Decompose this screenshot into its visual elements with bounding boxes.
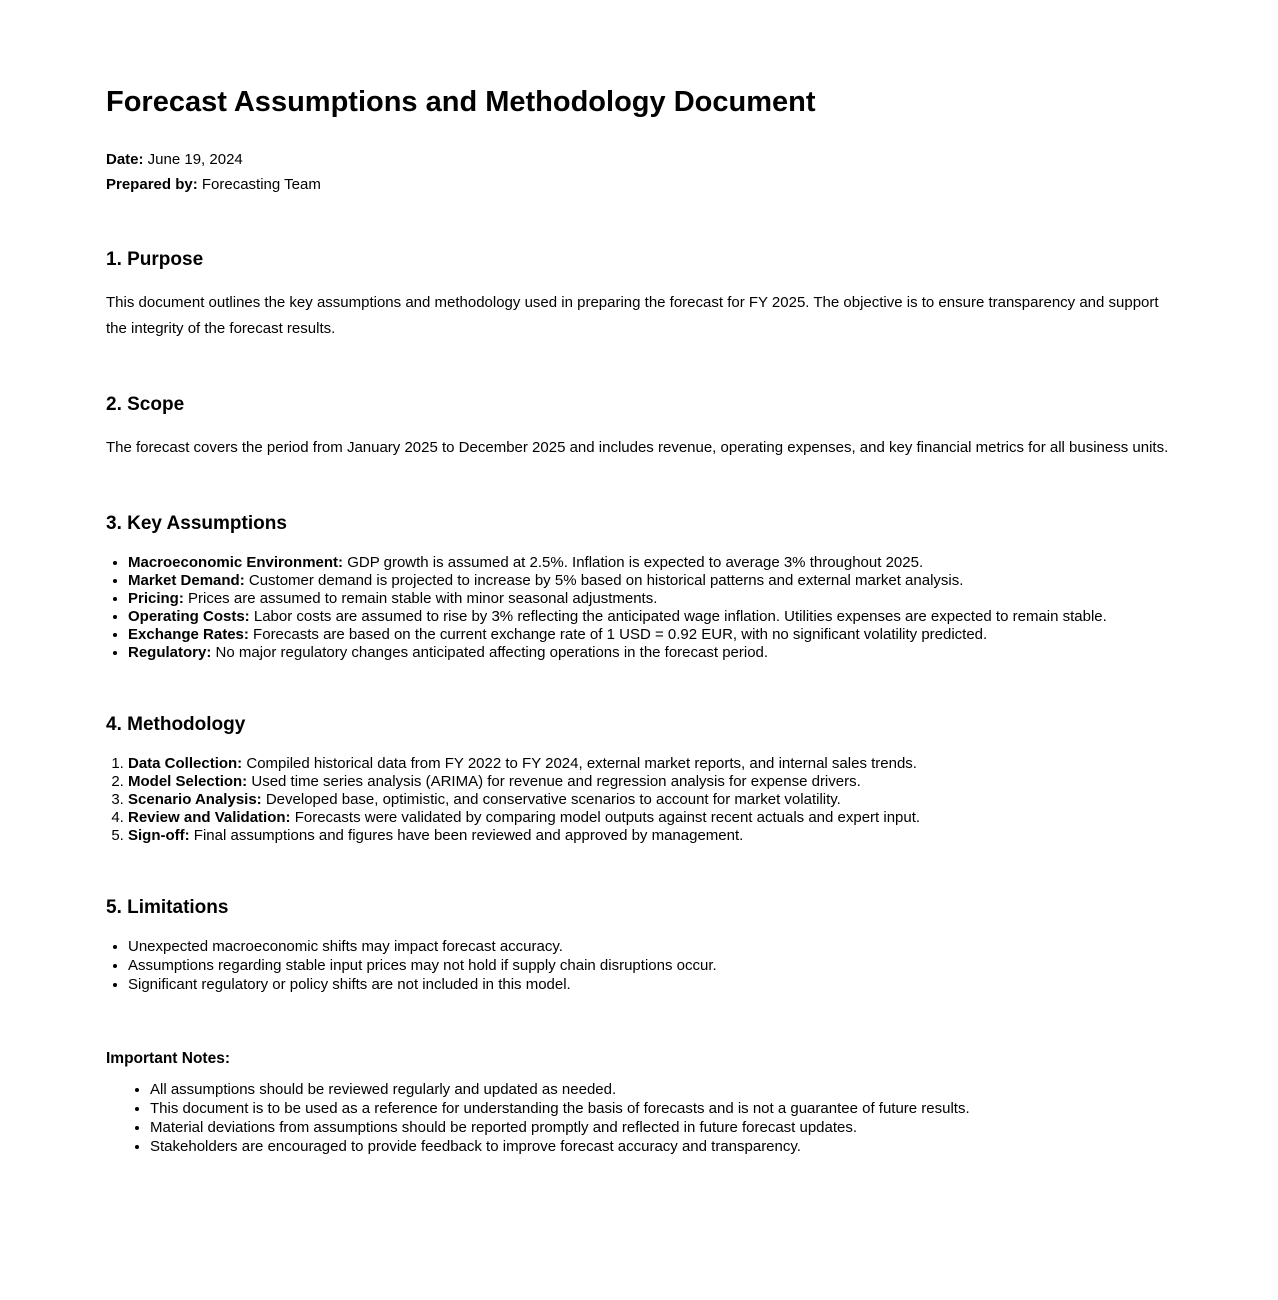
purpose-paragraph: This document outlines the key assumptions and methodology used in preparing the forecast for FY 2025. The objective is to ensure transparency and support the integrity of the forecast results.	[106, 294, 1159, 338]
list-item: • Assumptions regarding stable input prices may not hold if supply chain disruptions occur.	[128, 956, 1172, 975]
item-label: Review and Validation:	[128, 808, 291, 826]
item-text: Customer demand is projected to increase by 5% based on historical patterns and external market analysis.	[244, 571, 964, 589]
list-item: • Stakeholders are encouraged to provide feedback to improve forecast accuracy and transparency.	[150, 1137, 1172, 1156]
meta-date	[106, 147, 1172, 172]
meta-date-label: Date:	[106, 151, 144, 169]
item-text: Compiled historical data from FY 2022 to FY 2024, external market reports, and internal sales trends.	[242, 754, 917, 772]
item-text: Forecasts were validated by comparing model outputs against recent actuals and expert input.	[290, 808, 921, 826]
notes-heading: Important Notes:	[106, 1050, 230, 1068]
list-item	[128, 773, 1172, 791]
item-label: Market Demand:	[128, 571, 245, 589]
item-text: Forecasts are based on the current exchange rate of 1 USD = 0.92 EUR, with no significant volatility predicted.	[248, 625, 988, 643]
item-label: Sign-off:	[128, 826, 190, 844]
section-heading: 5. Limitations	[106, 896, 229, 918]
list-item	[128, 590, 1172, 608]
list-item: • All assumptions should be reviewed regularly and updated as needed.	[150, 1080, 1172, 1099]
notes-list	[106, 1080, 1172, 1156]
item-label: Exchange Rates:	[128, 625, 249, 643]
item-label: Regulatory:	[128, 643, 212, 661]
item-text: Developed base, optimistic, and conservative scenarios to account for market volatility.	[261, 790, 841, 808]
meta-date-value: June 19, 2024	[143, 151, 243, 169]
item-label: Operating Costs:	[128, 607, 250, 625]
item-label: Scenario Analysis:	[128, 790, 262, 808]
item-text: Prices are assumed to remain stable with minor seasonal adjustments.	[183, 589, 658, 607]
list-item: • Unexpected macroeconomic shifts may impact forecast accuracy.	[128, 937, 1172, 956]
list-item	[128, 626, 1172, 644]
section-key-assumptions	[106, 513, 1172, 662]
item-label: Pricing:	[128, 589, 184, 607]
section-limitations	[106, 897, 1172, 995]
list-item: • Significant regulatory or policy shifts are not included in this model.	[128, 975, 1172, 994]
meta-prepared-label: Prepared by:	[106, 176, 198, 194]
item-text: GDP growth is assumed at 2.5%. Inflation is expected to average 3% throughout 2025.	[343, 553, 924, 571]
section-methodology	[106, 714, 1172, 845]
item-label: Data Collection:	[128, 754, 243, 772]
meta-prepared-value: Forecasting Team	[197, 176, 321, 194]
list-item	[128, 608, 1172, 626]
item-text: Final assumptions and figures have been reviewed and approved by management.	[189, 826, 744, 844]
document-title: Forecast Assumptions and Methodology Document	[106, 86, 816, 118]
item-text: Labor costs are assumed to rise by 3% reflecting the anticipated wage inflation. Utilities expenses are expected to remain stable.	[249, 607, 1107, 625]
list-item: • This document is to be used as a reference for understanding the basis of forecasts and is not a guarantee of future results.	[150, 1099, 1172, 1118]
methodology-list	[106, 755, 1172, 845]
list-item	[128, 827, 1172, 845]
section-heading: 1. Purpose	[106, 249, 204, 271]
list-item	[128, 572, 1172, 590]
section-heading: 2. Scope	[106, 394, 185, 416]
list-item	[128, 755, 1172, 773]
list-item: • Material deviations from assumptions should be reported promptly and reflected in future forecast updates.	[150, 1118, 1172, 1137]
key-assumptions-list	[106, 554, 1172, 662]
list-item	[128, 791, 1172, 809]
list-item	[128, 644, 1172, 662]
section-heading: 3. Key Assumptions	[106, 512, 287, 534]
list-item	[128, 809, 1172, 827]
section-purpose	[106, 249, 1172, 342]
meta-prepared-by	[106, 172, 1172, 197]
item-label: Macroeconomic Environment:	[128, 553, 344, 571]
scope-paragraph: The forecast covers the period from January 2025 to December 2025 and includes revenue, operating expenses, and key financial metrics for all business units.	[106, 438, 1169, 456]
item-text: Used time series analysis (ARIMA) for revenue and regression analysis for expense drivers.	[247, 772, 861, 790]
important-notes	[106, 1050, 1172, 1156]
limitations-list	[106, 937, 1172, 994]
list-item	[128, 554, 1172, 572]
section-scope	[106, 394, 1172, 461]
item-text: No major regulatory changes anticipated affecting operations in the forecast period.	[211, 643, 769, 661]
section-heading: 4. Methodology	[106, 713, 246, 735]
item-label: Model Selection:	[128, 772, 248, 790]
